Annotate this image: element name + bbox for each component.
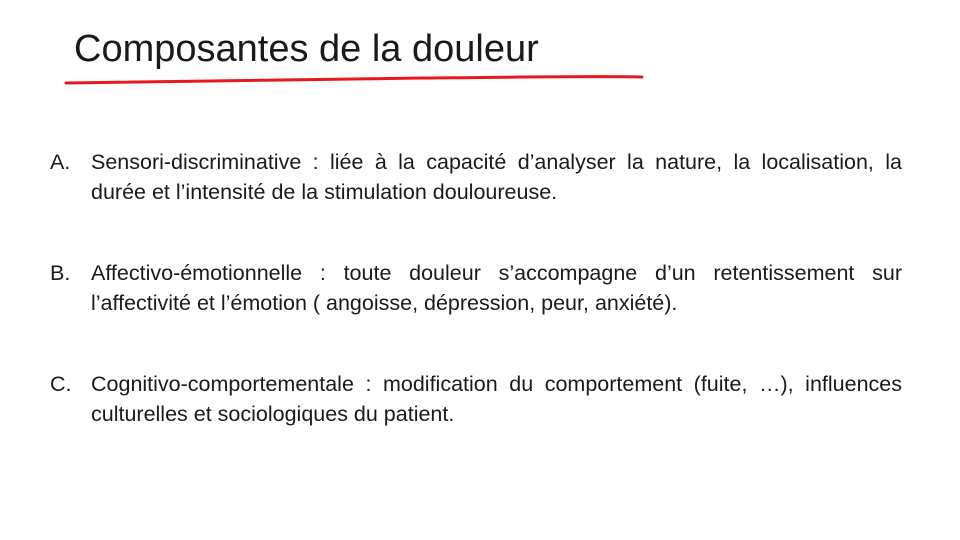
- list-item-text: Affectivo-émotionnelle : toute douleur s’accompagne d’un retentissement sur l’affectivité et l’émotion ( angoisse, dépression, peur, anxiété).: [91, 261, 902, 315]
- list-marker: B.: [50, 261, 71, 285]
- component-list: [50, 147, 902, 429]
- slide-title: Composantes de la douleur: [74, 28, 539, 70]
- list-item-b: [50, 258, 902, 318]
- title-underline-stroke: [66, 77, 642, 83]
- list-item-c: [50, 369, 902, 429]
- list-item-text: Sensori-discriminative : liée à la capacité d’analyser la nature, la localisation, la durée et l’intensité de la stimulation douloureuse.: [91, 150, 902, 204]
- list-item-a: [50, 147, 902, 207]
- title-underline: [64, 74, 644, 86]
- list-item-text: Cognitivo-comportementale : modification du comportement (fuite, …), influences culturelles et sociologiques du patient.: [91, 372, 902, 426]
- list-marker: C.: [50, 372, 72, 396]
- list-marker: A.: [50, 150, 71, 174]
